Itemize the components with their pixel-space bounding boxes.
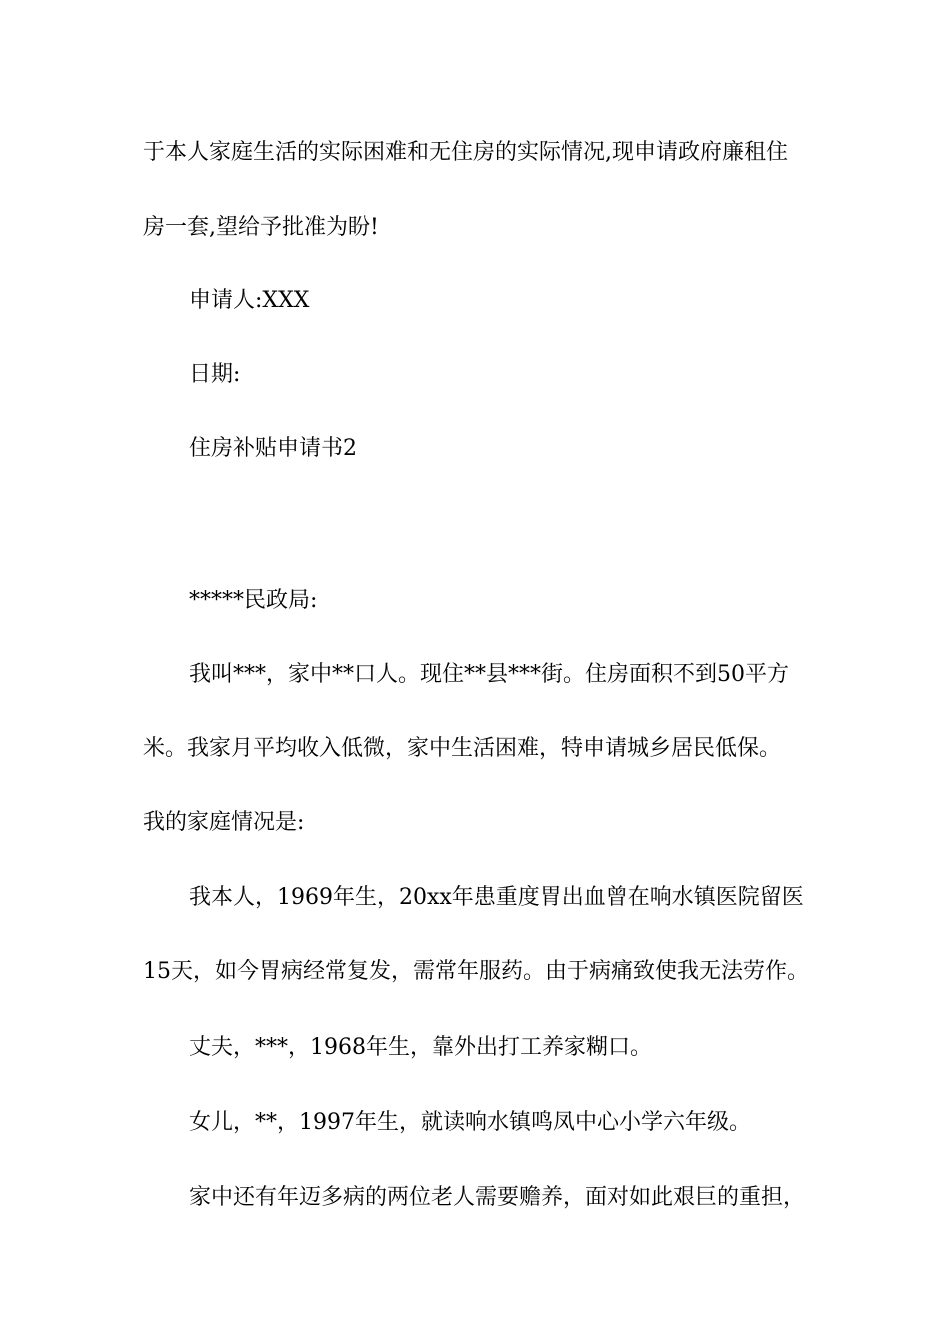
paragraph-line: 米。我家月平均收入低微，家中生活困难，特申请城乡居民低保。 (143, 736, 782, 761)
paragraph-line: 我本人，1969年生，20xx年患重度胃出血曾在响水镇医院留医 (189, 885, 804, 910)
addressee: *****民政局: (189, 588, 318, 613)
date-line: 日期: (189, 362, 241, 387)
paragraph-line: 女儿，**，1997年生，就读响水镇鸣凤中心小学六年级。 (189, 1110, 751, 1135)
paragraph-line: 丈夫，***，1968年生，靠外出打工养家糊口。 (189, 1035, 652, 1060)
paragraph-line: 于本人家庭生活的实际困难和无住房的实际情况,现申请政府廉租住 (143, 140, 788, 165)
paragraph-line: 我的家庭情况是: (143, 810, 305, 835)
paragraph-line: 15天，如今胃病经常复发，需常年服药。由于病痛致使我无法劳作。 (143, 959, 809, 984)
paragraph-line: 房一套,望给予批准为盼! (143, 215, 379, 240)
section-title: 住房补贴申请书2 (189, 436, 357, 461)
paragraph-line: 我叫***，家中**口人。现住**县***街。住房面积不到50平方 (189, 662, 789, 687)
paragraph-line: 家中还有年迈多病的两位老人需要赡养，面对如此艰巨的重担， (189, 1185, 806, 1210)
applicant-signature: 申请人:XXX (189, 288, 310, 313)
